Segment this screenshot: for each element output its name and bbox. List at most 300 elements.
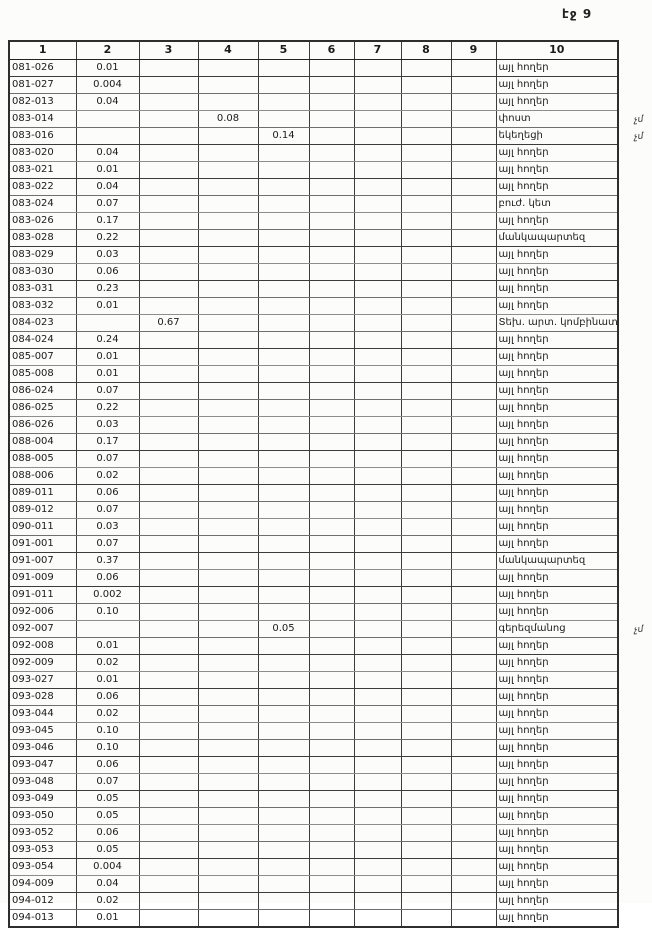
value-cell bbox=[401, 297, 451, 314]
value-cell bbox=[309, 807, 354, 824]
value-cell bbox=[139, 76, 198, 93]
table-row bbox=[9, 654, 618, 671]
parcel-code-cell: 091-007 bbox=[9, 552, 76, 569]
value-cell bbox=[451, 824, 496, 841]
value-cell bbox=[139, 654, 198, 671]
land-type-cell: բուժ. կետ bbox=[496, 195, 618, 212]
land-type-cell: եկեղեցի չմ bbox=[496, 127, 618, 144]
value-cell bbox=[139, 178, 198, 195]
value-cell bbox=[198, 773, 258, 790]
value-cell bbox=[354, 688, 401, 705]
value-cell bbox=[309, 76, 354, 93]
land-type-cell: փոստ չմ bbox=[496, 110, 618, 127]
value-cell bbox=[258, 314, 309, 331]
value-cell: 0.10 bbox=[76, 603, 139, 620]
value-cell: 0.02 bbox=[76, 892, 139, 909]
value-cell bbox=[354, 518, 401, 535]
parcel-code-cell: 086-026 bbox=[9, 416, 76, 433]
value-cell bbox=[258, 654, 309, 671]
land-type-cell: այլ հողեր bbox=[496, 93, 618, 110]
value-cell bbox=[401, 586, 451, 603]
value-cell bbox=[139, 467, 198, 484]
value-cell bbox=[451, 59, 496, 76]
table-row bbox=[9, 501, 618, 518]
value-cell bbox=[309, 654, 354, 671]
land-type-cell: այլ հողեր bbox=[496, 603, 618, 620]
parcel-code-cell: 094-012 bbox=[9, 892, 76, 909]
value-cell bbox=[451, 790, 496, 807]
value-cell bbox=[451, 348, 496, 365]
value-cell bbox=[451, 212, 496, 229]
value-cell bbox=[198, 790, 258, 807]
table-row bbox=[9, 450, 618, 467]
value-cell bbox=[309, 178, 354, 195]
land-type-cell: այլ հողեր bbox=[496, 637, 618, 654]
value-cell bbox=[354, 161, 401, 178]
value-cell bbox=[354, 59, 401, 76]
value-cell bbox=[139, 875, 198, 892]
value-cell bbox=[258, 739, 309, 756]
value-cell: 0.01 bbox=[76, 297, 139, 314]
value-cell bbox=[139, 603, 198, 620]
value-cell bbox=[401, 569, 451, 586]
value-cell: 0.07 bbox=[76, 501, 139, 518]
value-cell bbox=[401, 892, 451, 909]
value-cell bbox=[198, 229, 258, 246]
value-cell bbox=[401, 484, 451, 501]
value-cell: 0.04 bbox=[76, 144, 139, 161]
value-cell: 0.01 bbox=[76, 637, 139, 654]
value-cell bbox=[139, 586, 198, 603]
value-cell bbox=[309, 59, 354, 76]
land-type-cell: այլ հողեր bbox=[496, 484, 618, 501]
value-cell bbox=[354, 824, 401, 841]
value-cell bbox=[309, 348, 354, 365]
value-cell bbox=[401, 178, 451, 195]
table-header-row bbox=[9, 41, 618, 59]
land-type-cell: այլ հողեր bbox=[496, 212, 618, 229]
parcel-code-cell: 093-050 bbox=[9, 807, 76, 824]
handwritten-margin-note: չմ bbox=[633, 624, 644, 635]
value-cell bbox=[258, 892, 309, 909]
parcel-code-cell: 093-046 bbox=[9, 739, 76, 756]
value-cell bbox=[198, 705, 258, 722]
value-cell bbox=[309, 824, 354, 841]
value-cell bbox=[451, 399, 496, 416]
value-cell bbox=[309, 246, 354, 263]
value-cell bbox=[198, 161, 258, 178]
value-cell bbox=[401, 399, 451, 416]
parcel-code-cell: 092-009 bbox=[9, 654, 76, 671]
value-cell bbox=[451, 433, 496, 450]
value-cell: 0.06 bbox=[76, 484, 139, 501]
value-cell bbox=[401, 110, 451, 127]
land-type-cell: այլ հողեր bbox=[496, 756, 618, 773]
value-cell: 0.37 bbox=[76, 552, 139, 569]
value-cell bbox=[258, 297, 309, 314]
value-cell bbox=[309, 93, 354, 110]
value-cell: 0.10 bbox=[76, 739, 139, 756]
value-cell: 0.04 bbox=[76, 93, 139, 110]
value-cell: 0.07 bbox=[76, 195, 139, 212]
parcel-code-cell: 092-008 bbox=[9, 637, 76, 654]
value-cell bbox=[139, 416, 198, 433]
land-type-cell: այլ հողեր bbox=[496, 824, 618, 841]
table-row bbox=[9, 569, 618, 586]
value-cell: 0.06 bbox=[76, 688, 139, 705]
value-cell bbox=[198, 297, 258, 314]
value-cell bbox=[198, 671, 258, 688]
value-cell bbox=[198, 552, 258, 569]
column-header: 3 bbox=[139, 41, 198, 59]
value-cell: 0.07 bbox=[76, 773, 139, 790]
value-cell: 0.07 bbox=[76, 450, 139, 467]
value-cell bbox=[354, 739, 401, 756]
value-cell bbox=[354, 569, 401, 586]
land-type-cell: այլ հողեր bbox=[496, 654, 618, 671]
value-cell bbox=[401, 858, 451, 875]
value-cell bbox=[198, 93, 258, 110]
value-cell bbox=[139, 773, 198, 790]
value-cell bbox=[401, 76, 451, 93]
value-cell bbox=[258, 773, 309, 790]
value-cell bbox=[451, 518, 496, 535]
value-cell: 0.24 bbox=[76, 331, 139, 348]
land-type-cell: այլ հողեր bbox=[496, 807, 618, 824]
column-header: 10 bbox=[496, 41, 618, 59]
value-cell bbox=[198, 518, 258, 535]
value-cell bbox=[451, 331, 496, 348]
land-type-cell: այլ հողեր bbox=[496, 331, 618, 348]
value-cell bbox=[451, 722, 496, 739]
value-cell bbox=[401, 161, 451, 178]
value-cell bbox=[451, 93, 496, 110]
value-cell bbox=[451, 688, 496, 705]
value-cell bbox=[139, 365, 198, 382]
value-cell bbox=[401, 620, 451, 637]
table-row bbox=[9, 688, 618, 705]
value-cell bbox=[258, 365, 309, 382]
value-cell bbox=[139, 144, 198, 161]
land-type-cell: Տեխ. արտ. կոմբինատ bbox=[496, 314, 618, 331]
table-header bbox=[9, 41, 618, 59]
value-cell bbox=[451, 484, 496, 501]
table-row bbox=[9, 586, 618, 603]
value-cell bbox=[198, 909, 258, 927]
value-cell bbox=[354, 773, 401, 790]
table-row bbox=[9, 178, 618, 195]
value-cell bbox=[451, 756, 496, 773]
column-header: 9 bbox=[451, 41, 496, 59]
value-cell bbox=[309, 365, 354, 382]
table-row bbox=[9, 824, 618, 841]
value-cell: 0.14 bbox=[258, 127, 309, 144]
value-cell bbox=[258, 382, 309, 399]
value-cell bbox=[309, 875, 354, 892]
value-cell bbox=[354, 331, 401, 348]
value-cell bbox=[451, 892, 496, 909]
table-row bbox=[9, 637, 618, 654]
value-cell bbox=[76, 127, 139, 144]
value-cell bbox=[258, 841, 309, 858]
parcel-code-cell: 088-005 bbox=[9, 450, 76, 467]
table-row bbox=[9, 705, 618, 722]
value-cell bbox=[451, 671, 496, 688]
value-cell bbox=[354, 178, 401, 195]
value-cell bbox=[309, 127, 354, 144]
parcel-code-cell: 093-028 bbox=[9, 688, 76, 705]
value-cell bbox=[451, 909, 496, 927]
value-cell bbox=[139, 161, 198, 178]
land-type-cell: այլ հողեր bbox=[496, 467, 618, 484]
value-cell bbox=[139, 127, 198, 144]
parcel-code-cell: 083-020 bbox=[9, 144, 76, 161]
value-cell bbox=[258, 280, 309, 297]
value-cell bbox=[451, 178, 496, 195]
value-cell bbox=[401, 416, 451, 433]
value-cell bbox=[258, 178, 309, 195]
value-cell bbox=[451, 603, 496, 620]
value-cell bbox=[451, 858, 496, 875]
value-cell bbox=[139, 790, 198, 807]
value-cell bbox=[401, 433, 451, 450]
value-cell bbox=[309, 705, 354, 722]
value-cell bbox=[198, 501, 258, 518]
value-cell bbox=[309, 858, 354, 875]
table-row bbox=[9, 246, 618, 263]
parcel-code-cell: 092-007 bbox=[9, 620, 76, 637]
value-cell bbox=[258, 399, 309, 416]
value-cell bbox=[354, 348, 401, 365]
value-cell bbox=[258, 263, 309, 280]
value-cell: 0.06 bbox=[76, 824, 139, 841]
value-cell bbox=[198, 858, 258, 875]
value-cell bbox=[451, 144, 496, 161]
value-cell bbox=[198, 314, 258, 331]
value-cell bbox=[451, 569, 496, 586]
parcel-code-cell: 083-021 bbox=[9, 161, 76, 178]
value-cell bbox=[198, 416, 258, 433]
table-body bbox=[9, 59, 644, 927]
value-cell bbox=[451, 297, 496, 314]
value-cell bbox=[139, 280, 198, 297]
value-cell bbox=[139, 195, 198, 212]
table-row bbox=[9, 399, 618, 416]
parcel-code-cell: 093-047 bbox=[9, 756, 76, 773]
table-row bbox=[9, 790, 618, 807]
column-header: 5 bbox=[258, 41, 309, 59]
value-cell: 0.004 bbox=[76, 76, 139, 93]
value-cell bbox=[401, 603, 451, 620]
value-cell bbox=[198, 756, 258, 773]
value-cell bbox=[309, 637, 354, 654]
value-cell bbox=[354, 620, 401, 637]
value-cell bbox=[309, 841, 354, 858]
value-cell: 0.05 bbox=[76, 807, 139, 824]
value-cell: 0.03 bbox=[76, 246, 139, 263]
land-type-cell: այլ հողեր bbox=[496, 501, 618, 518]
table-row bbox=[9, 416, 618, 433]
value-cell bbox=[354, 433, 401, 450]
value-cell bbox=[139, 518, 198, 535]
value-cell bbox=[309, 450, 354, 467]
value-cell: 0.05 bbox=[76, 790, 139, 807]
parcel-code-cell: 081-027 bbox=[9, 76, 76, 93]
parcel-code-cell: 093-053 bbox=[9, 841, 76, 858]
table-row bbox=[9, 671, 618, 688]
value-cell bbox=[198, 246, 258, 263]
land-type-cell: այլ հողեր bbox=[496, 348, 618, 365]
value-cell bbox=[451, 552, 496, 569]
value-cell bbox=[354, 705, 401, 722]
land-type-cell: այլ հողեր bbox=[496, 76, 618, 93]
parcel-code-cell: 083-022 bbox=[9, 178, 76, 195]
value-cell: 0.01 bbox=[76, 161, 139, 178]
value-cell bbox=[198, 654, 258, 671]
value-cell bbox=[139, 569, 198, 586]
land-type-cell: այլ հողեր bbox=[496, 773, 618, 790]
value-cell bbox=[139, 909, 198, 927]
parcel-code-cell: 083-028 bbox=[9, 229, 76, 246]
table-row bbox=[9, 314, 618, 331]
value-cell bbox=[258, 807, 309, 824]
value-cell bbox=[139, 688, 198, 705]
value-cell bbox=[258, 637, 309, 654]
value-cell bbox=[451, 535, 496, 552]
value-cell: 0.02 bbox=[76, 705, 139, 722]
value-cell bbox=[401, 756, 451, 773]
value-cell bbox=[309, 195, 354, 212]
value-cell bbox=[198, 212, 258, 229]
value-cell bbox=[401, 535, 451, 552]
value-cell: 0.07 bbox=[76, 535, 139, 552]
value-cell bbox=[354, 722, 401, 739]
table-row bbox=[9, 467, 618, 484]
value-cell: 0.23 bbox=[76, 280, 139, 297]
value-cell bbox=[258, 212, 309, 229]
value-cell: 0.22 bbox=[76, 229, 139, 246]
value-cell: 0.02 bbox=[76, 467, 139, 484]
value-cell bbox=[401, 705, 451, 722]
value-cell bbox=[451, 586, 496, 603]
land-type-cell: այլ հողեր bbox=[496, 705, 618, 722]
value-cell bbox=[451, 280, 496, 297]
table-row bbox=[9, 280, 618, 297]
value-cell bbox=[401, 59, 451, 76]
column-header: 8 bbox=[401, 41, 451, 59]
parcel-code-cell: 093-054 bbox=[9, 858, 76, 875]
value-cell bbox=[309, 586, 354, 603]
value-cell bbox=[451, 382, 496, 399]
value-cell bbox=[258, 433, 309, 450]
land-type-cell: այլ հողեր bbox=[496, 450, 618, 467]
value-cell: 0.06 bbox=[76, 263, 139, 280]
value-cell bbox=[401, 144, 451, 161]
value-cell bbox=[309, 297, 354, 314]
value-cell bbox=[401, 671, 451, 688]
value-cell bbox=[309, 212, 354, 229]
value-cell: 0.67 bbox=[139, 314, 198, 331]
table-row bbox=[9, 382, 618, 399]
land-type-cell: այլ հողեր bbox=[496, 909, 618, 927]
value-cell bbox=[354, 535, 401, 552]
value-cell bbox=[198, 76, 258, 93]
value-cell bbox=[354, 841, 401, 858]
parcel-code-cell: 084-024 bbox=[9, 331, 76, 348]
table-row bbox=[9, 518, 618, 535]
value-cell bbox=[198, 450, 258, 467]
value-cell bbox=[451, 76, 496, 93]
value-cell bbox=[258, 484, 309, 501]
value-cell bbox=[198, 59, 258, 76]
value-cell bbox=[139, 756, 198, 773]
parcel-code-cell: 093-049 bbox=[9, 790, 76, 807]
value-cell bbox=[401, 875, 451, 892]
value-cell bbox=[139, 93, 198, 110]
value-cell bbox=[139, 246, 198, 263]
value-cell: 0.04 bbox=[76, 178, 139, 195]
value-cell bbox=[354, 450, 401, 467]
table-row bbox=[9, 263, 618, 280]
value-cell bbox=[258, 161, 309, 178]
value-cell bbox=[354, 501, 401, 518]
value-cell bbox=[198, 807, 258, 824]
value-cell bbox=[139, 858, 198, 875]
land-type-cell: այլ հողեր bbox=[496, 178, 618, 195]
parcel-code-cell: 093-045 bbox=[9, 722, 76, 739]
value-cell: 0.004 bbox=[76, 858, 139, 875]
value-cell bbox=[354, 892, 401, 909]
value-cell bbox=[401, 739, 451, 756]
value-cell: 0.01 bbox=[76, 671, 139, 688]
value-cell bbox=[139, 297, 198, 314]
value-cell bbox=[139, 399, 198, 416]
value-cell bbox=[139, 382, 198, 399]
value-cell bbox=[401, 790, 451, 807]
table-row bbox=[9, 484, 618, 501]
land-type-cell: այլ հողեր bbox=[496, 399, 618, 416]
value-cell bbox=[258, 569, 309, 586]
land-type-cell: այլ հողեր bbox=[496, 246, 618, 263]
value-cell bbox=[198, 637, 258, 654]
value-cell bbox=[258, 450, 309, 467]
value-cell: 0.05 bbox=[258, 620, 309, 637]
land-type-cell: այլ հողեր bbox=[496, 144, 618, 161]
value-cell bbox=[309, 229, 354, 246]
value-cell bbox=[198, 144, 258, 161]
value-cell bbox=[401, 841, 451, 858]
land-type-cell: այլ հողեր bbox=[496, 671, 618, 688]
parcel-code-cell: 083-031 bbox=[9, 280, 76, 297]
value-cell bbox=[451, 365, 496, 382]
value-cell: 0.01 bbox=[76, 348, 139, 365]
value-cell bbox=[198, 331, 258, 348]
value-cell bbox=[451, 841, 496, 858]
value-cell: 0.17 bbox=[76, 212, 139, 229]
handwritten-margin-note: չմ bbox=[633, 114, 644, 125]
value-cell bbox=[451, 127, 496, 144]
value-cell bbox=[198, 433, 258, 450]
value-cell bbox=[139, 671, 198, 688]
value-cell bbox=[198, 569, 258, 586]
parcel-code-cell: 092-006 bbox=[9, 603, 76, 620]
value-cell bbox=[258, 688, 309, 705]
value-cell bbox=[258, 59, 309, 76]
parcel-code-cell: 091-011 bbox=[9, 586, 76, 603]
land-type-cell: այլ հողեր bbox=[496, 59, 618, 76]
value-cell bbox=[309, 144, 354, 161]
value-cell bbox=[354, 365, 401, 382]
